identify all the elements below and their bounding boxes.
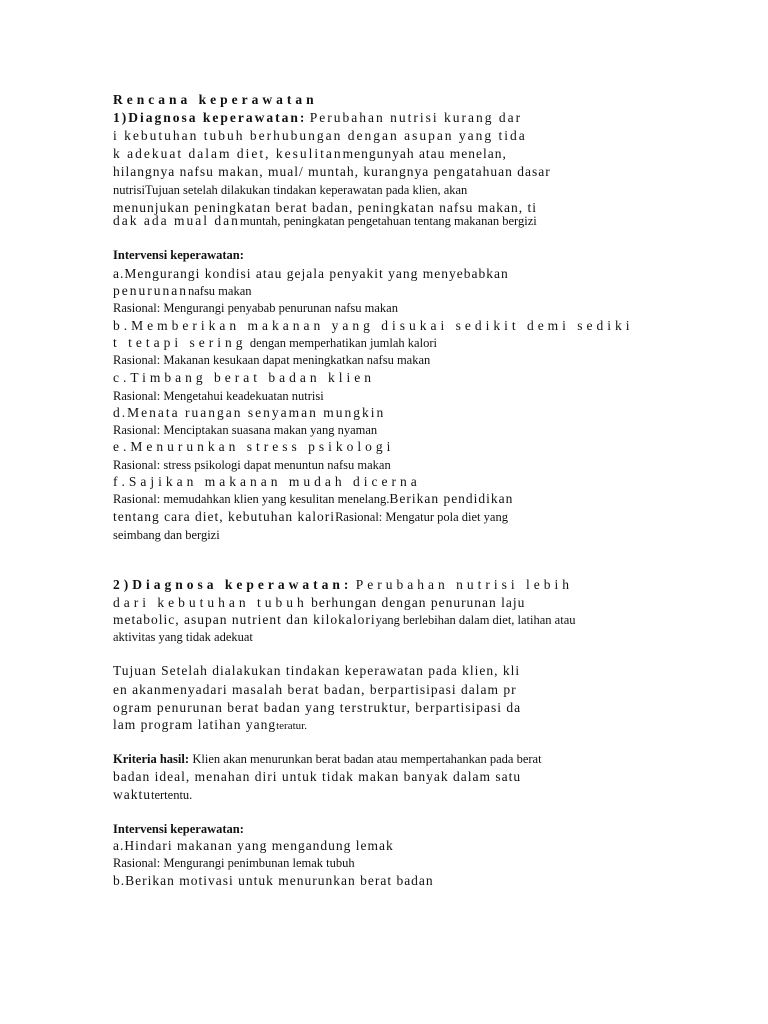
tujuan-2-line-3: ogram penurunan berat badan yang terstruktur, berpartisipasi da <box>113 700 522 715</box>
tujuan-2-line-1: Tujuan Setelah dialakukan tindakan keperawatan pada klien, kli <box>113 663 521 678</box>
rasional-2-a: Rasional: Mengurangi penimbunan lemak tubuh <box>113 856 355 870</box>
rasional-1-f: Rasional: memudahkan klien yang kesulitan menelang.Berikan pendidikan <box>113 491 514 506</box>
intervensi-1-c: c.Timbang berat badan klien <box>113 370 375 385</box>
document-title: Rencana keperawatan <box>113 92 318 107</box>
diagnosis-1-line-1: 1)Diagnosa keperawatan: Perubahan nutrisi kurang dar <box>113 110 523 125</box>
intervensi-2-a: a.Hindari makanan yang mengandung lemak <box>113 838 394 853</box>
rasional-1-d: Rasional: Menciptakan suasana makan yang nyaman <box>113 423 378 437</box>
rasional-1-c: Rasional: Mengetahui keadekuatan nutrisi <box>113 389 324 403</box>
kriteria-hasil-label: Kriteria hasil: <box>113 752 190 766</box>
kriteria-hasil-line-1: Kriteria hasil: Klien akan menurunkan berat badan atau mempertahankan pada berat <box>113 752 542 766</box>
intervensi-2-b: b.Berikan motivasi untuk menurunkan berat badan <box>113 873 434 888</box>
diagnosis-1-line-4: hilangnya nafsu makan, mual/ muntah, kurangnya pengatahuan dasar <box>113 164 551 179</box>
intervensi-1-a: a.Mengurangi kondisi atau gejala penyakit yang menyebabkan <box>113 266 509 281</box>
intervensi-1-b: b.Memberikan makanan yang disukai sedikit demi sediki <box>113 318 634 333</box>
diagnosis-1-line-2: i kebutuhan tubuh berhubungan dengan asupan yang tida <box>113 128 527 143</box>
diagnosis-2-line-3: metabolic, asupan nutrient dan kilokaloriyang berlebihan dalam diet, latihan atau <box>113 612 576 627</box>
kriteria-hasil-line-2: badan ideal, menahan diri untuk tidak makan banyak dalam satu <box>113 769 522 784</box>
diagnosis-1-line-7: dak ada mual danmuntah, peningkatan pengetahuan tentang makanan bergizi <box>113 213 537 228</box>
kriteria-hasil-line-3: waktutertentu. <box>113 787 193 802</box>
rasional-1-f-end: seimbang dan bergizi <box>113 528 220 542</box>
diagnosis-2-label: 2)Diagnosa keperawatan: <box>113 577 353 592</box>
intervensi-heading-1: Intervensi keperawatan: <box>113 248 244 262</box>
intervensi-1-e: e.Menurunkan stress psikologi <box>113 439 395 454</box>
rasional-1-e: Rasional: stress psikologi dapat menuntun nafsu makan <box>113 458 391 472</box>
intervensi-1-d: d.Menata ruangan senyaman mungkin <box>113 405 386 420</box>
diagnosis-1-line-6: menunjukan peningkatan berat badan, peningkatan nafsu makan, ti <box>113 200 538 215</box>
intervensi-heading-2: Intervensi keperawatan: <box>113 822 244 836</box>
diagnosis-1-line-5: nutrisiTujuan setelah dilakukan tindakan keperawatan pada klien, akan <box>113 183 468 197</box>
diagnosis-2-line-1: 2)Diagnosa keperawatan: Perubahan nutrisi lebih <box>113 577 573 592</box>
diagnosis-2-line-2: dari kebutuhan tubuh berhungan dengan penurunan laju <box>113 595 526 610</box>
diagnosis-1-label: 1)Diagnosa keperawatan: <box>113 110 307 125</box>
tujuan-2-line-4: lam program latihan yangteratur. <box>113 717 307 732</box>
rasional-1-a: Rasional: Mengurangi penyabab penurunan nafsu makan <box>113 301 398 315</box>
intervensi-1-f: f.Sajikan makanan mudah dicerna <box>113 474 421 489</box>
rasional-1-b: Rasional: Makanan kesukaan dapat meningkatkan nafsu makan <box>113 353 431 367</box>
diagnosis-1-line-3: k adekuat dalam diet, kesulitanmengunyah atau menelan, <box>113 146 507 161</box>
rasional-1-f-cont: tentang cara diet, kebutuhan kaloriRasional: Mengatur pola diet yang <box>113 509 508 524</box>
diagnosis-2-line-4: aktivitas yang tidak adekuat <box>113 630 253 644</box>
intervensi-1-b-cont: t tetapi sering dengan memperhatikan jumlah kalori <box>113 335 437 350</box>
intervensi-1-a-cont: penurunannafsu makan <box>113 283 252 298</box>
tujuan-2-line-2: en akanmenyadari masalah berat badan, berpartisipasi dalam pr <box>113 682 517 697</box>
